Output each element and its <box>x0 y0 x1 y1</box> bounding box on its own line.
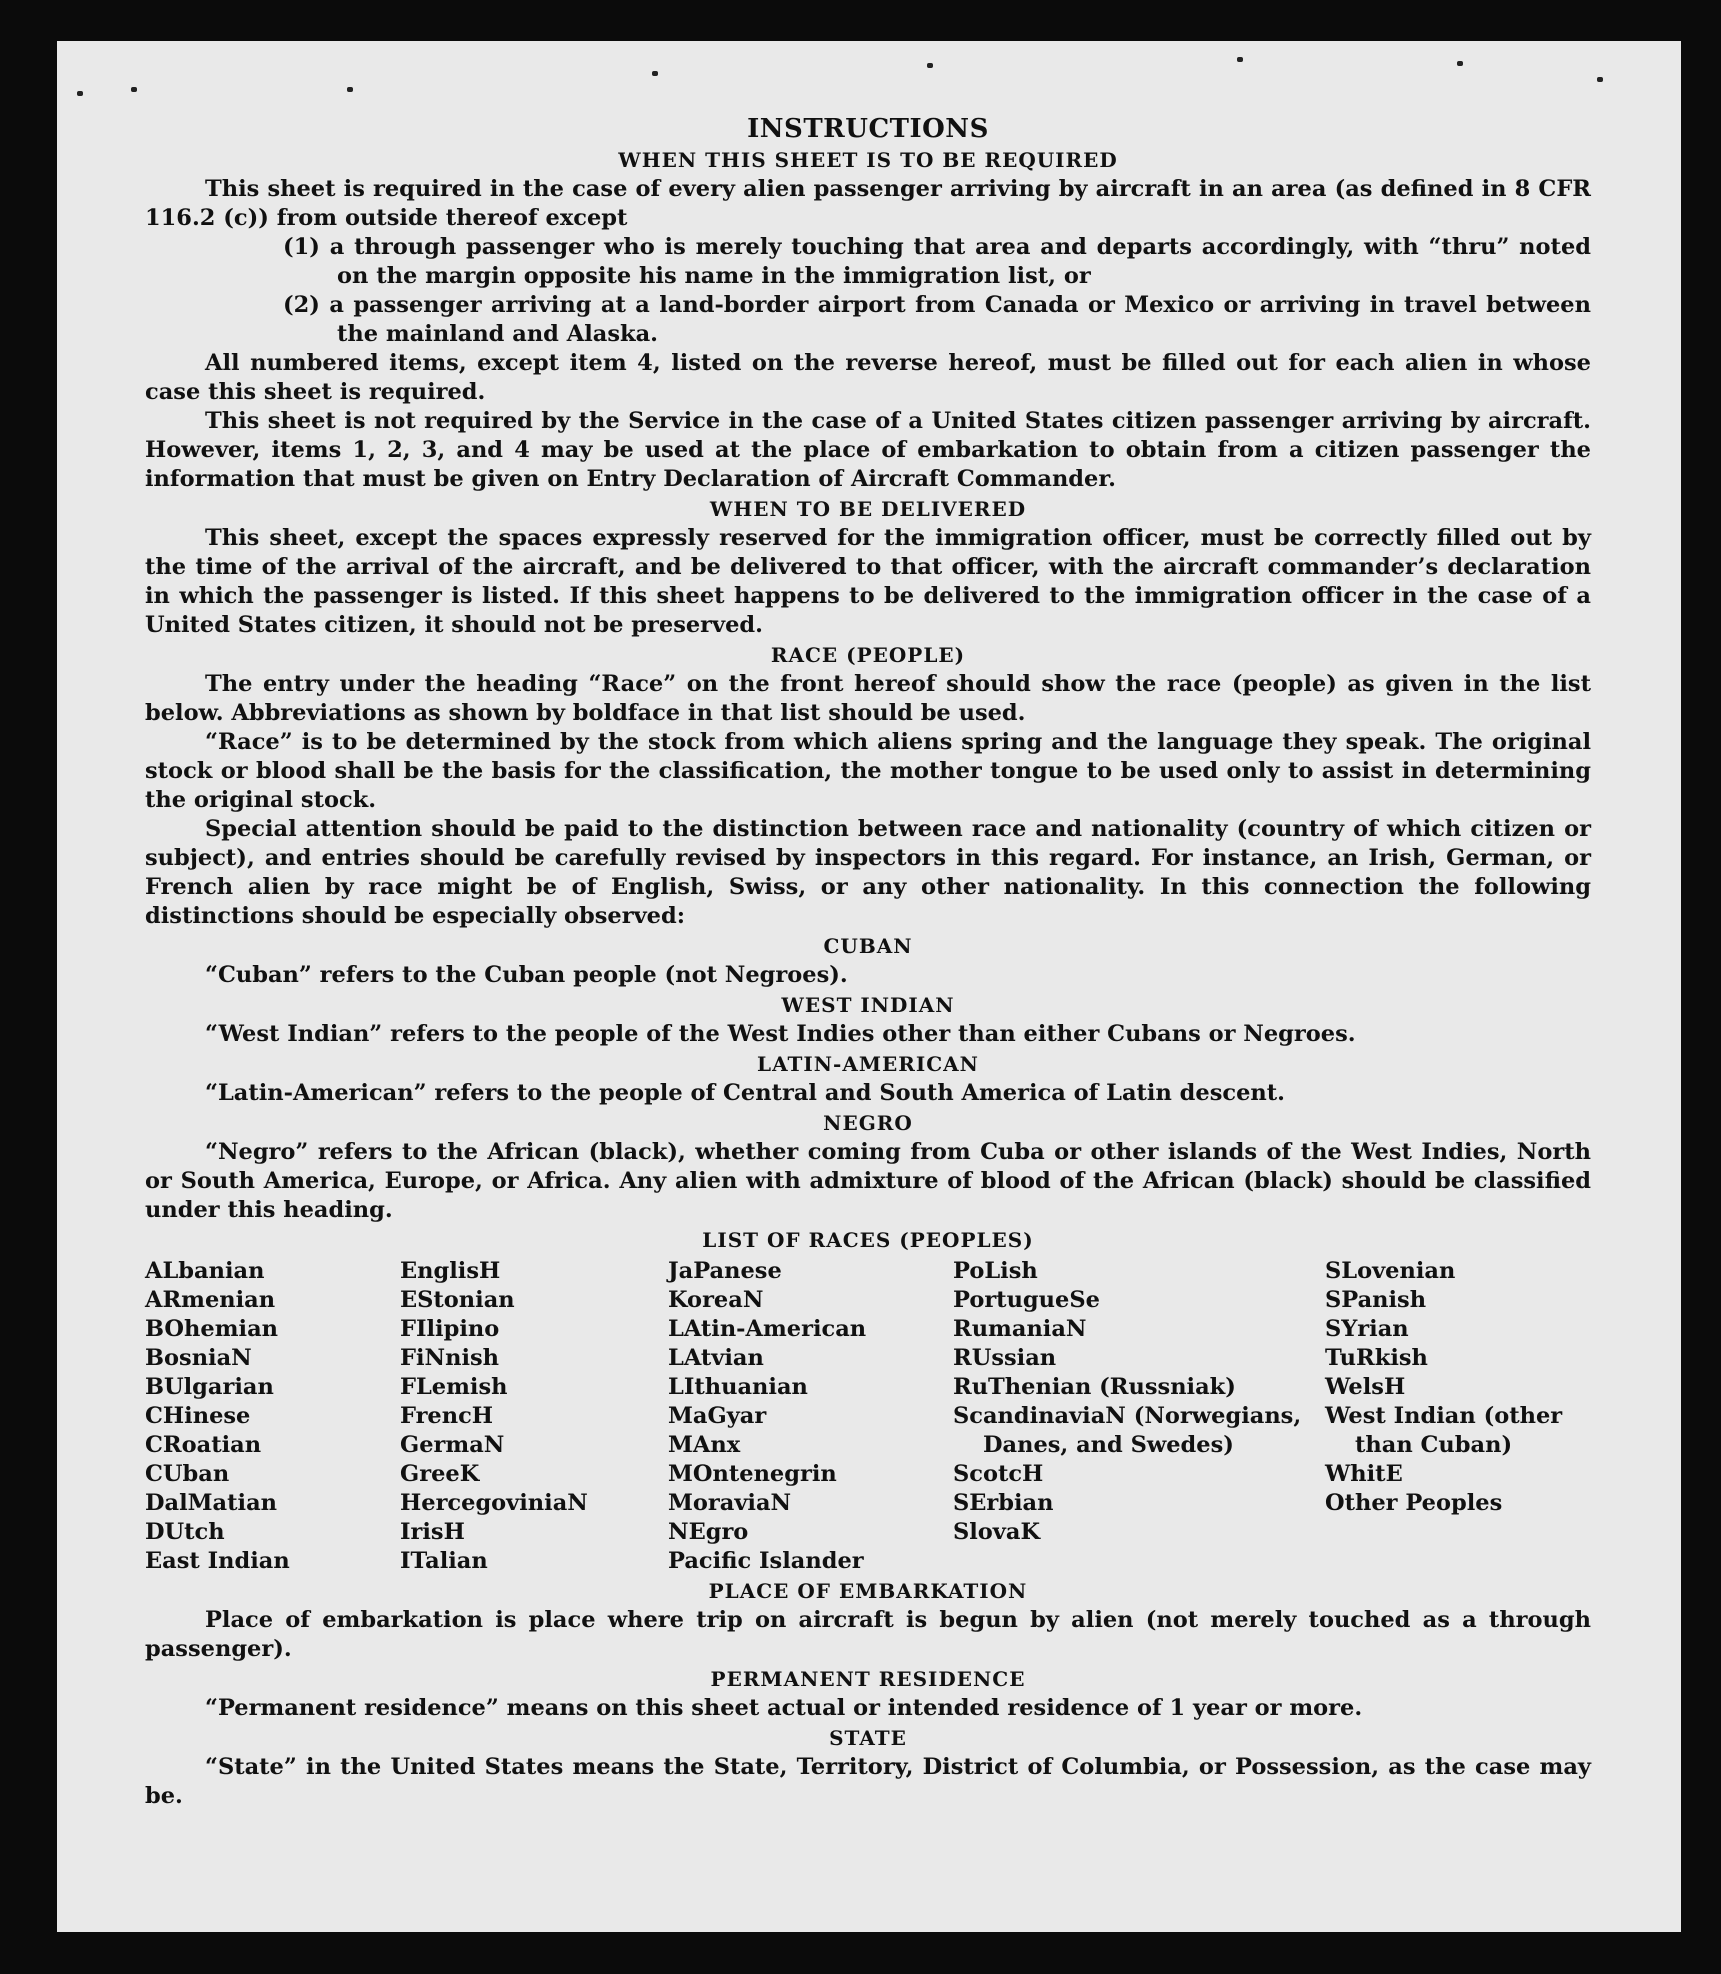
heading-cuban: CUBAN <box>823 934 913 958</box>
race-item: EnglisH <box>400 1258 501 1284</box>
race-item: ScotcH <box>953 1461 1044 1487</box>
race-item: ITalian <box>400 1548 488 1574</box>
heading-state: STATE <box>829 1726 907 1750</box>
heading-when-delivered: WHEN TO BE DELIVERED <box>709 497 1027 521</box>
heading-list-of-races: LIST OF RACES (PEOPLES) <box>702 1228 1034 1252</box>
race-item: BUlgarian <box>145 1374 274 1400</box>
speck <box>652 71 658 76</box>
race-item: KoreaN <box>668 1287 764 1313</box>
race-item: PortugueSe <box>953 1287 1100 1313</box>
race-item: CRoatian <box>145 1432 262 1458</box>
speck <box>131 87 137 92</box>
race-item: TuRkish <box>1325 1345 1428 1371</box>
race-item: ScandinaviaN (Norwegians, Danes, and Swedes) <box>953 1403 1302 1458</box>
race-item: RumaniaN <box>953 1316 1087 1342</box>
race-item: MOntenegrin <box>668 1461 837 1487</box>
heading-place-of-embarkation: PLACE OF EMBARKATION <box>708 1579 1028 1603</box>
race-item: NEgro <box>668 1519 749 1545</box>
heading-latin-american: LATIN-AMERICAN <box>757 1052 979 1076</box>
race-item: WhitE <box>1325 1461 1403 1487</box>
race-item: RUssian <box>953 1345 1057 1371</box>
race-item: WelsH <box>1325 1374 1406 1400</box>
speck <box>1597 77 1603 82</box>
speck <box>347 87 353 92</box>
race-item: PoLish <box>953 1258 1038 1284</box>
race-para-2: “Race” is to be determined by the stock from which aliens spring and the language they speak. The original stock or blood shall be the basis for the classification, the mother tongue to be used only to assist in determining the original stock. <box>145 729 1591 813</box>
race-item: FrencH <box>400 1403 494 1429</box>
race-item: IrisH <box>400 1519 465 1545</box>
race-para-1: The entry under the heading “Race” on the front hereof should show the race (people) as given in the list below. Abbreviations as shown by boldface in that list should be used. <box>145 671 1591 726</box>
when-required-para-2: All numbered items, except item 4, listed on the reverse hereof, must be filled out for each alien in whose case this sheet is required. <box>145 350 1591 405</box>
latin-american-text: “Latin-American” refers to the people of Central and South America of Latin descent. <box>205 1080 1285 1106</box>
heading-permanent-residence: PERMANENT RESIDENCE <box>710 1667 1026 1691</box>
negro-text: “Negro” refers to the African (black), whether coming from Cuba or other islands of the West Indies, North or South America, Europe, or Africa. Any alien with admixture of blood of the African (black) should be classified under this heading. <box>145 1139 1591 1223</box>
race-item: BosniaN <box>145 1345 252 1371</box>
race-item: SYrian <box>1325 1316 1409 1342</box>
race-item: MAnx <box>668 1432 741 1458</box>
west-indian-text: “West Indian” refers to the people of the West Indies other than either Cubans or Negroes. <box>205 1021 1356 1047</box>
speck <box>1237 57 1243 62</box>
race-item: SErbian <box>953 1490 1054 1516</box>
when-delivered-text: This sheet, except the spaces expressly reserved for the immigration officer, must be correctly filled out by the time of the arrival of the aircraft, and be delivered to that officer, with the aircraft commander’s declaration in which the passenger is listed. If this sheet happens to be delivered to the immigration officer in the case of a United States citizen, it should not be preserved. <box>145 525 1591 638</box>
race-item: FiNnish <box>400 1345 500 1371</box>
exception-item-2: (2) a passenger arriving at a land-border airport from Canada or Mexico or arriving in travel between the mainland and Alaska. <box>283 292 1591 347</box>
race-item: ARmenian <box>145 1287 276 1313</box>
speck <box>77 91 83 96</box>
permanent-residence-text: “Permanent residence” means on this sheet actual or intended residence of 1 year or more. <box>205 1695 1363 1721</box>
race-item: RuThenian (Russniak) <box>953 1374 1236 1400</box>
race-item: GermaN <box>400 1432 505 1458</box>
state-text: “State” in the United States means the State, Territory, District of Columbia, or Possession, as the case may be. <box>145 1754 1591 1809</box>
when-required-intro: This sheet is required in the case of every alien passenger arriving by aircraft in an area (as defined in 8 CFR 116.2 (c)) from outside thereof except <box>145 176 1591 231</box>
scan-specks <box>57 41 1681 131</box>
race-item: JaPanese <box>668 1258 782 1284</box>
race-column-1 <box>145 1257 400 1576</box>
race-item: DUtch <box>145 1519 225 1545</box>
race-column-2 <box>400 1257 668 1576</box>
speck <box>927 63 933 68</box>
race-item: ALbanian <box>145 1258 265 1284</box>
race-item: Other Peoples <box>1325 1490 1503 1516</box>
race-column-3 <box>668 1257 953 1576</box>
exception-item-1: (1) a through passenger who is merely touching that area and departs accordingly, with “thru” noted on the margin opposite his name in the immigration list, or <box>283 234 1591 289</box>
race-item: BOhemian <box>145 1316 279 1342</box>
race-item: CUban <box>145 1461 230 1487</box>
race-item: SlovaK <box>953 1519 1041 1545</box>
heading-race: RACE (PEOPLE) <box>770 643 966 667</box>
race-para-3: Special attention should be paid to the distinction between race and nationality (country of which citizen or subject), and entries should be carefully revised by inspectors in this regard. For instance, an Irish, German, or French alien by race might be of English, Swiss, or any other nationality. In this connection the following distinctions should be especially observed: <box>145 816 1591 929</box>
race-item: East Indian <box>145 1548 290 1574</box>
race-column-5 <box>1325 1257 1575 1576</box>
race-item: Pacific Islander <box>668 1548 864 1574</box>
cuban-text: “Cuban” refers to the Cuban people (not Negroes). <box>205 962 848 988</box>
heading-when-required: WHEN THIS SHEET IS TO BE REQUIRED <box>618 148 1118 172</box>
race-item: MoraviaN <box>668 1490 792 1516</box>
page-title: INSTRUCTIONS <box>747 114 989 144</box>
race-item: HercegoviniaN <box>400 1490 588 1516</box>
instruction-sheet <box>57 41 1681 1932</box>
race-item: SLovenian <box>1325 1258 1456 1284</box>
heading-negro: NEGRO <box>823 1111 913 1135</box>
speck <box>1457 61 1463 66</box>
race-list <box>145 1257 1591 1576</box>
race-item: West Indian (other than Cuban) <box>1325 1403 1563 1458</box>
race-item: CHinese <box>145 1403 251 1429</box>
race-item: FLemish <box>400 1374 508 1400</box>
race-item: FIlipino <box>400 1316 500 1342</box>
when-required-para-3: This sheet is not required by the Service in the case of a United States citizen passenger arriving by aircraft. However, items 1, 2, 3, and 4 may be used at the place of embarkation to obtain from a citizen passenger the information that must be given on Entry Declaration of Aircraft Commander. <box>145 408 1591 492</box>
heading-west-indian: WEST INDIAN <box>781 993 955 1017</box>
race-item: LIthuanian <box>668 1374 808 1400</box>
race-column-4 <box>953 1257 1325 1576</box>
race-item: LAtin-American <box>668 1316 867 1342</box>
race-item: DalMatian <box>145 1490 278 1516</box>
race-item: SPanish <box>1325 1287 1427 1313</box>
race-item: LAtvian <box>668 1345 764 1371</box>
race-item: MaGyar <box>668 1403 767 1429</box>
race-item: EStonian <box>400 1287 515 1313</box>
place-of-embarkation-text: Place of embarkation is place where trip on aircraft is begun by alien (not merely touched as a through passenger). <box>145 1607 1591 1662</box>
race-item: GreeK <box>400 1461 480 1487</box>
